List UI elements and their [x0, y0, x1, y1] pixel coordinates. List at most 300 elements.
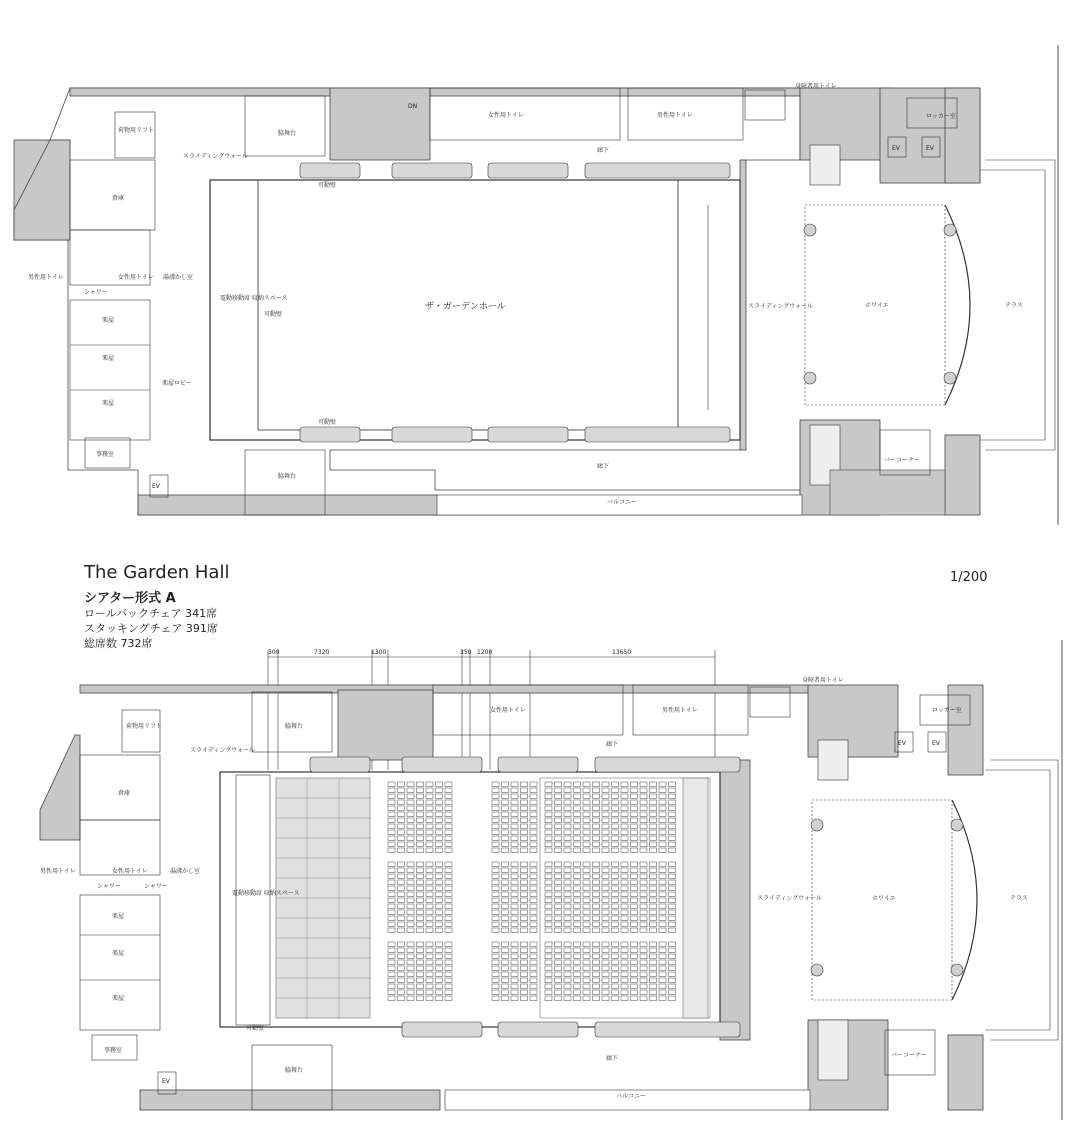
- chair: [650, 960, 657, 965]
- label-movable-wall-top: 可動壁: [318, 182, 337, 189]
- chair: [583, 972, 590, 977]
- chair: [640, 788, 647, 793]
- chair: [521, 794, 528, 799]
- chair: [407, 874, 414, 879]
- chair: [574, 892, 581, 897]
- chair: [530, 862, 537, 867]
- chair: [640, 848, 647, 853]
- chair: [555, 800, 562, 805]
- chair: [445, 824, 452, 829]
- chair: [388, 928, 395, 933]
- chair: [492, 916, 499, 921]
- chair: [659, 954, 666, 959]
- chair: [574, 966, 581, 971]
- chair: [398, 782, 405, 787]
- chair: [659, 972, 666, 977]
- chair: [492, 942, 499, 947]
- chair: [492, 922, 499, 927]
- chair: [426, 996, 433, 1001]
- chair: [417, 996, 424, 1001]
- chair: [583, 800, 590, 805]
- chair: [388, 990, 395, 995]
- chair: [530, 782, 537, 787]
- chair: [621, 868, 628, 873]
- label-b-accessible-toilet: 身障者用トイレ: [802, 677, 844, 684]
- chair: [650, 868, 657, 873]
- chair: [583, 928, 590, 933]
- chair: [417, 990, 424, 995]
- label-b-office: 事務室: [104, 1047, 123, 1054]
- label-hall: ザ・ガーデンホール: [425, 302, 506, 312]
- chair: [398, 862, 405, 867]
- chair: [583, 942, 590, 947]
- chair: [612, 966, 619, 971]
- chair: [669, 788, 676, 793]
- chair: [650, 836, 657, 841]
- chair: [631, 972, 638, 977]
- chair: [583, 794, 590, 799]
- chair: [511, 966, 518, 971]
- chair: [388, 984, 395, 989]
- chair: [621, 842, 628, 847]
- chair: [511, 984, 518, 989]
- chair: [545, 928, 552, 933]
- chair: [602, 818, 609, 823]
- chair: [612, 910, 619, 915]
- chair: [426, 904, 433, 909]
- chair: [555, 812, 562, 817]
- chair: [511, 904, 518, 909]
- chair: [669, 836, 676, 841]
- chair: [426, 966, 433, 971]
- label-side-stage-bottom: 脇舞台: [278, 473, 297, 480]
- chair: [564, 942, 571, 947]
- chair: [521, 862, 528, 867]
- chair: [445, 842, 452, 847]
- chair: [398, 892, 405, 897]
- chair: [574, 928, 581, 933]
- chair: [583, 886, 590, 891]
- chair: [640, 800, 647, 805]
- chair: [511, 868, 518, 873]
- chair: [640, 898, 647, 903]
- chair: [521, 954, 528, 959]
- chair: [640, 812, 647, 817]
- chair: [545, 922, 552, 927]
- chair: [545, 948, 552, 953]
- chair: [502, 966, 509, 971]
- chair: [545, 960, 552, 965]
- chair: [521, 788, 528, 793]
- chair: [659, 874, 666, 879]
- chair: [659, 886, 666, 891]
- chair: [659, 928, 666, 933]
- chair: [502, 904, 509, 909]
- chair: [388, 830, 395, 835]
- chair: [511, 960, 518, 965]
- chair: [650, 812, 657, 817]
- chair: [564, 830, 571, 835]
- label-cargo-lift: 荷物用リフト: [118, 127, 155, 134]
- chair: [555, 782, 562, 787]
- chair: [555, 842, 562, 847]
- label-b-terrace: テラス: [1010, 895, 1028, 902]
- chair: [426, 800, 433, 805]
- chair: [631, 830, 638, 835]
- chair: [417, 942, 424, 947]
- chair: [574, 996, 581, 1001]
- chair: [602, 886, 609, 891]
- dim-350: 350: [460, 649, 472, 656]
- chair: [426, 984, 433, 989]
- chair: [564, 794, 571, 799]
- chair: [602, 830, 609, 835]
- chair: [574, 880, 581, 885]
- chair: [593, 836, 600, 841]
- chair: [583, 978, 590, 983]
- chair: [388, 948, 395, 953]
- chair: [407, 928, 414, 933]
- chair: [502, 942, 509, 947]
- chair: [659, 990, 666, 995]
- chair: [492, 996, 499, 1001]
- chair: [659, 800, 666, 805]
- chair: [426, 960, 433, 965]
- chair: [612, 794, 619, 799]
- chair: [398, 874, 405, 879]
- chair: [640, 836, 647, 841]
- chair: [502, 818, 509, 823]
- chair: [612, 978, 619, 983]
- chair: [621, 954, 628, 959]
- chair: [445, 836, 452, 841]
- chair: [640, 806, 647, 811]
- chair: [502, 788, 509, 793]
- chair: [417, 898, 424, 903]
- chair: [436, 960, 443, 965]
- chair: [640, 928, 647, 933]
- chair: [659, 782, 666, 787]
- label-green-lobby: 楽屋ロビー: [162, 380, 192, 387]
- chair: [511, 794, 518, 799]
- chair: [583, 818, 590, 823]
- chair: [388, 960, 395, 965]
- chair: [445, 848, 452, 853]
- chair: [521, 824, 528, 829]
- chair: [669, 848, 676, 853]
- chair: [640, 904, 647, 909]
- chair: [612, 800, 619, 805]
- label-b-shower-2: シャワー: [144, 883, 168, 890]
- chair: [492, 842, 499, 847]
- chair: [426, 928, 433, 933]
- chair: [436, 990, 443, 995]
- chair: [502, 848, 509, 853]
- chair: [602, 916, 609, 921]
- label-b-side-stage-bottom: 脇舞台: [285, 1067, 304, 1074]
- chair: [530, 978, 537, 983]
- chair: [602, 978, 609, 983]
- chair: [574, 886, 581, 891]
- chair: [621, 806, 628, 811]
- chair: [669, 910, 676, 915]
- chair: [407, 812, 414, 817]
- chair: [417, 948, 424, 953]
- chair: [612, 922, 619, 927]
- chair: [659, 904, 666, 909]
- chair: [530, 806, 537, 811]
- chair: [492, 874, 499, 879]
- chair: [659, 868, 666, 873]
- chair: [511, 848, 518, 853]
- floor-plan-bottom: [0, 640, 1066, 1120]
- chair: [612, 984, 619, 989]
- chair: [659, 916, 666, 921]
- chair: [564, 782, 571, 787]
- chair: [388, 892, 395, 897]
- chair: [583, 862, 590, 867]
- chair: [511, 824, 518, 829]
- chair: [564, 886, 571, 891]
- chair: [612, 868, 619, 873]
- chair: [417, 842, 424, 847]
- chair: [583, 806, 590, 811]
- scale-label: 1/200: [950, 570, 988, 585]
- chair: [502, 806, 509, 811]
- chair: [621, 916, 628, 921]
- label-b-cargo-lift: 荷物用リフト: [126, 723, 163, 730]
- chair: [426, 874, 433, 879]
- chair: [650, 892, 657, 897]
- chair: [564, 824, 571, 829]
- chair: [583, 842, 590, 847]
- chair: [436, 868, 443, 873]
- label-womens-toilet-top: 女性用トイレ: [488, 112, 524, 119]
- chair: [564, 954, 571, 959]
- chair: [659, 996, 666, 1001]
- chair: [555, 848, 562, 853]
- chair: [593, 818, 600, 823]
- chair: [631, 812, 638, 817]
- chair: [521, 910, 528, 915]
- chair: [545, 880, 552, 885]
- chair: [388, 812, 395, 817]
- chair: [555, 874, 562, 879]
- chair: [640, 942, 647, 947]
- chair: [417, 868, 424, 873]
- chair: [502, 874, 509, 879]
- chair: [602, 996, 609, 1001]
- chair: [612, 928, 619, 933]
- chair: [388, 996, 395, 1001]
- chair: [388, 972, 395, 977]
- chair: [669, 948, 676, 953]
- chair: [574, 788, 581, 793]
- chair: [574, 910, 581, 915]
- chair: [574, 904, 581, 909]
- chair: [545, 886, 552, 891]
- chair: [659, 812, 666, 817]
- chair: [511, 842, 518, 847]
- chair: [407, 868, 414, 873]
- chair: [492, 910, 499, 915]
- chair: [593, 862, 600, 867]
- chair: [640, 818, 647, 823]
- chair: [659, 848, 666, 853]
- chair: [492, 880, 499, 885]
- chair: [407, 880, 414, 885]
- chair: [398, 818, 405, 823]
- chair: [621, 880, 628, 885]
- chair: [426, 836, 433, 841]
- chair: [650, 916, 657, 921]
- chair: [511, 862, 518, 867]
- chair: [669, 842, 676, 847]
- chair: [521, 886, 528, 891]
- chair: [407, 910, 414, 915]
- chair: [492, 990, 499, 995]
- chair: [583, 966, 590, 971]
- chair: [555, 972, 562, 977]
- chair: [555, 942, 562, 947]
- label-movable-wall-bottom: 可動壁: [318, 419, 337, 426]
- chair: [388, 836, 395, 841]
- chair: [593, 966, 600, 971]
- label-green-room-2: 楽屋: [102, 355, 115, 362]
- chair: [583, 916, 590, 921]
- chair: [530, 880, 537, 885]
- chair: [521, 836, 528, 841]
- chair: [388, 874, 395, 879]
- chair: [545, 842, 552, 847]
- chair: [593, 928, 600, 933]
- chair: [564, 966, 571, 971]
- chair: [511, 806, 518, 811]
- label-ev-right-1: EV: [892, 145, 900, 152]
- chair: [530, 972, 537, 977]
- chair: [593, 800, 600, 805]
- chair: [511, 898, 518, 903]
- chair: [521, 806, 528, 811]
- chair: [407, 862, 414, 867]
- chair: [521, 928, 528, 933]
- chair: [407, 898, 414, 903]
- chair: [650, 874, 657, 879]
- chair: [631, 942, 638, 947]
- chair: [593, 978, 600, 983]
- chair: [593, 812, 600, 817]
- chair: [398, 806, 405, 811]
- chair: [593, 886, 600, 891]
- chair: [669, 996, 676, 1001]
- chair: [555, 824, 562, 829]
- label-mens-toilet-left: 男性用トイレ: [28, 274, 64, 281]
- chair: [511, 910, 518, 915]
- chair: [621, 818, 628, 823]
- chair: [545, 892, 552, 897]
- chair: [555, 922, 562, 927]
- chair: [417, 830, 424, 835]
- chair: [621, 996, 628, 1001]
- chair: [669, 928, 676, 933]
- chair: [502, 922, 509, 927]
- chair: [669, 960, 676, 965]
- chair: [669, 874, 676, 879]
- chair: [407, 960, 414, 965]
- chair: [612, 892, 619, 897]
- chair: [417, 812, 424, 817]
- chair: [564, 788, 571, 793]
- chair: [530, 868, 537, 873]
- label-b-foyer: ホワイエ: [872, 895, 896, 902]
- chair: [417, 928, 424, 933]
- chair: [574, 948, 581, 953]
- chair: [631, 788, 638, 793]
- chair: [640, 922, 647, 927]
- chair: [407, 916, 414, 921]
- chair: [417, 954, 424, 959]
- chair: [530, 942, 537, 947]
- chair: [631, 928, 638, 933]
- chair: [621, 928, 628, 933]
- chair: [631, 880, 638, 885]
- chair: [511, 788, 518, 793]
- chair: [407, 904, 414, 909]
- chair: [521, 874, 528, 879]
- chair: [407, 830, 414, 835]
- chair: [436, 892, 443, 897]
- chair: [640, 978, 647, 983]
- chair: [530, 874, 537, 879]
- chair: [545, 848, 552, 853]
- chair: [407, 972, 414, 977]
- chair: [631, 984, 638, 989]
- chair: [445, 966, 452, 971]
- chair: [407, 806, 414, 811]
- chair: [593, 848, 600, 853]
- chair: [492, 966, 499, 971]
- chair: [564, 848, 571, 853]
- chair: [602, 842, 609, 847]
- label-green-room-1: 楽屋: [102, 317, 115, 324]
- chair: [669, 942, 676, 947]
- chair: [602, 972, 609, 977]
- chair: [621, 794, 628, 799]
- chair: [564, 978, 571, 983]
- chair: [388, 788, 395, 793]
- chair: [659, 836, 666, 841]
- chair: [492, 898, 499, 903]
- label-ev-right-2: EV: [926, 145, 934, 152]
- chair: [545, 794, 552, 799]
- chair: [593, 868, 600, 873]
- chair: [640, 824, 647, 829]
- chair: [574, 916, 581, 921]
- chair: [417, 794, 424, 799]
- chair: [659, 948, 666, 953]
- chair: [407, 990, 414, 995]
- chair: [521, 904, 528, 909]
- chair: [555, 862, 562, 867]
- chair: [521, 960, 528, 965]
- chair: [445, 922, 452, 927]
- label-b-mens-toilet-left: 男性用トイレ: [40, 868, 76, 875]
- chair: [602, 990, 609, 995]
- label-b-womens-toilet-top: 女性用トイレ: [490, 707, 526, 714]
- label-motorized-storage: 電動移動席 収納スペース: [220, 295, 288, 302]
- chair: [398, 824, 405, 829]
- chair: [574, 830, 581, 835]
